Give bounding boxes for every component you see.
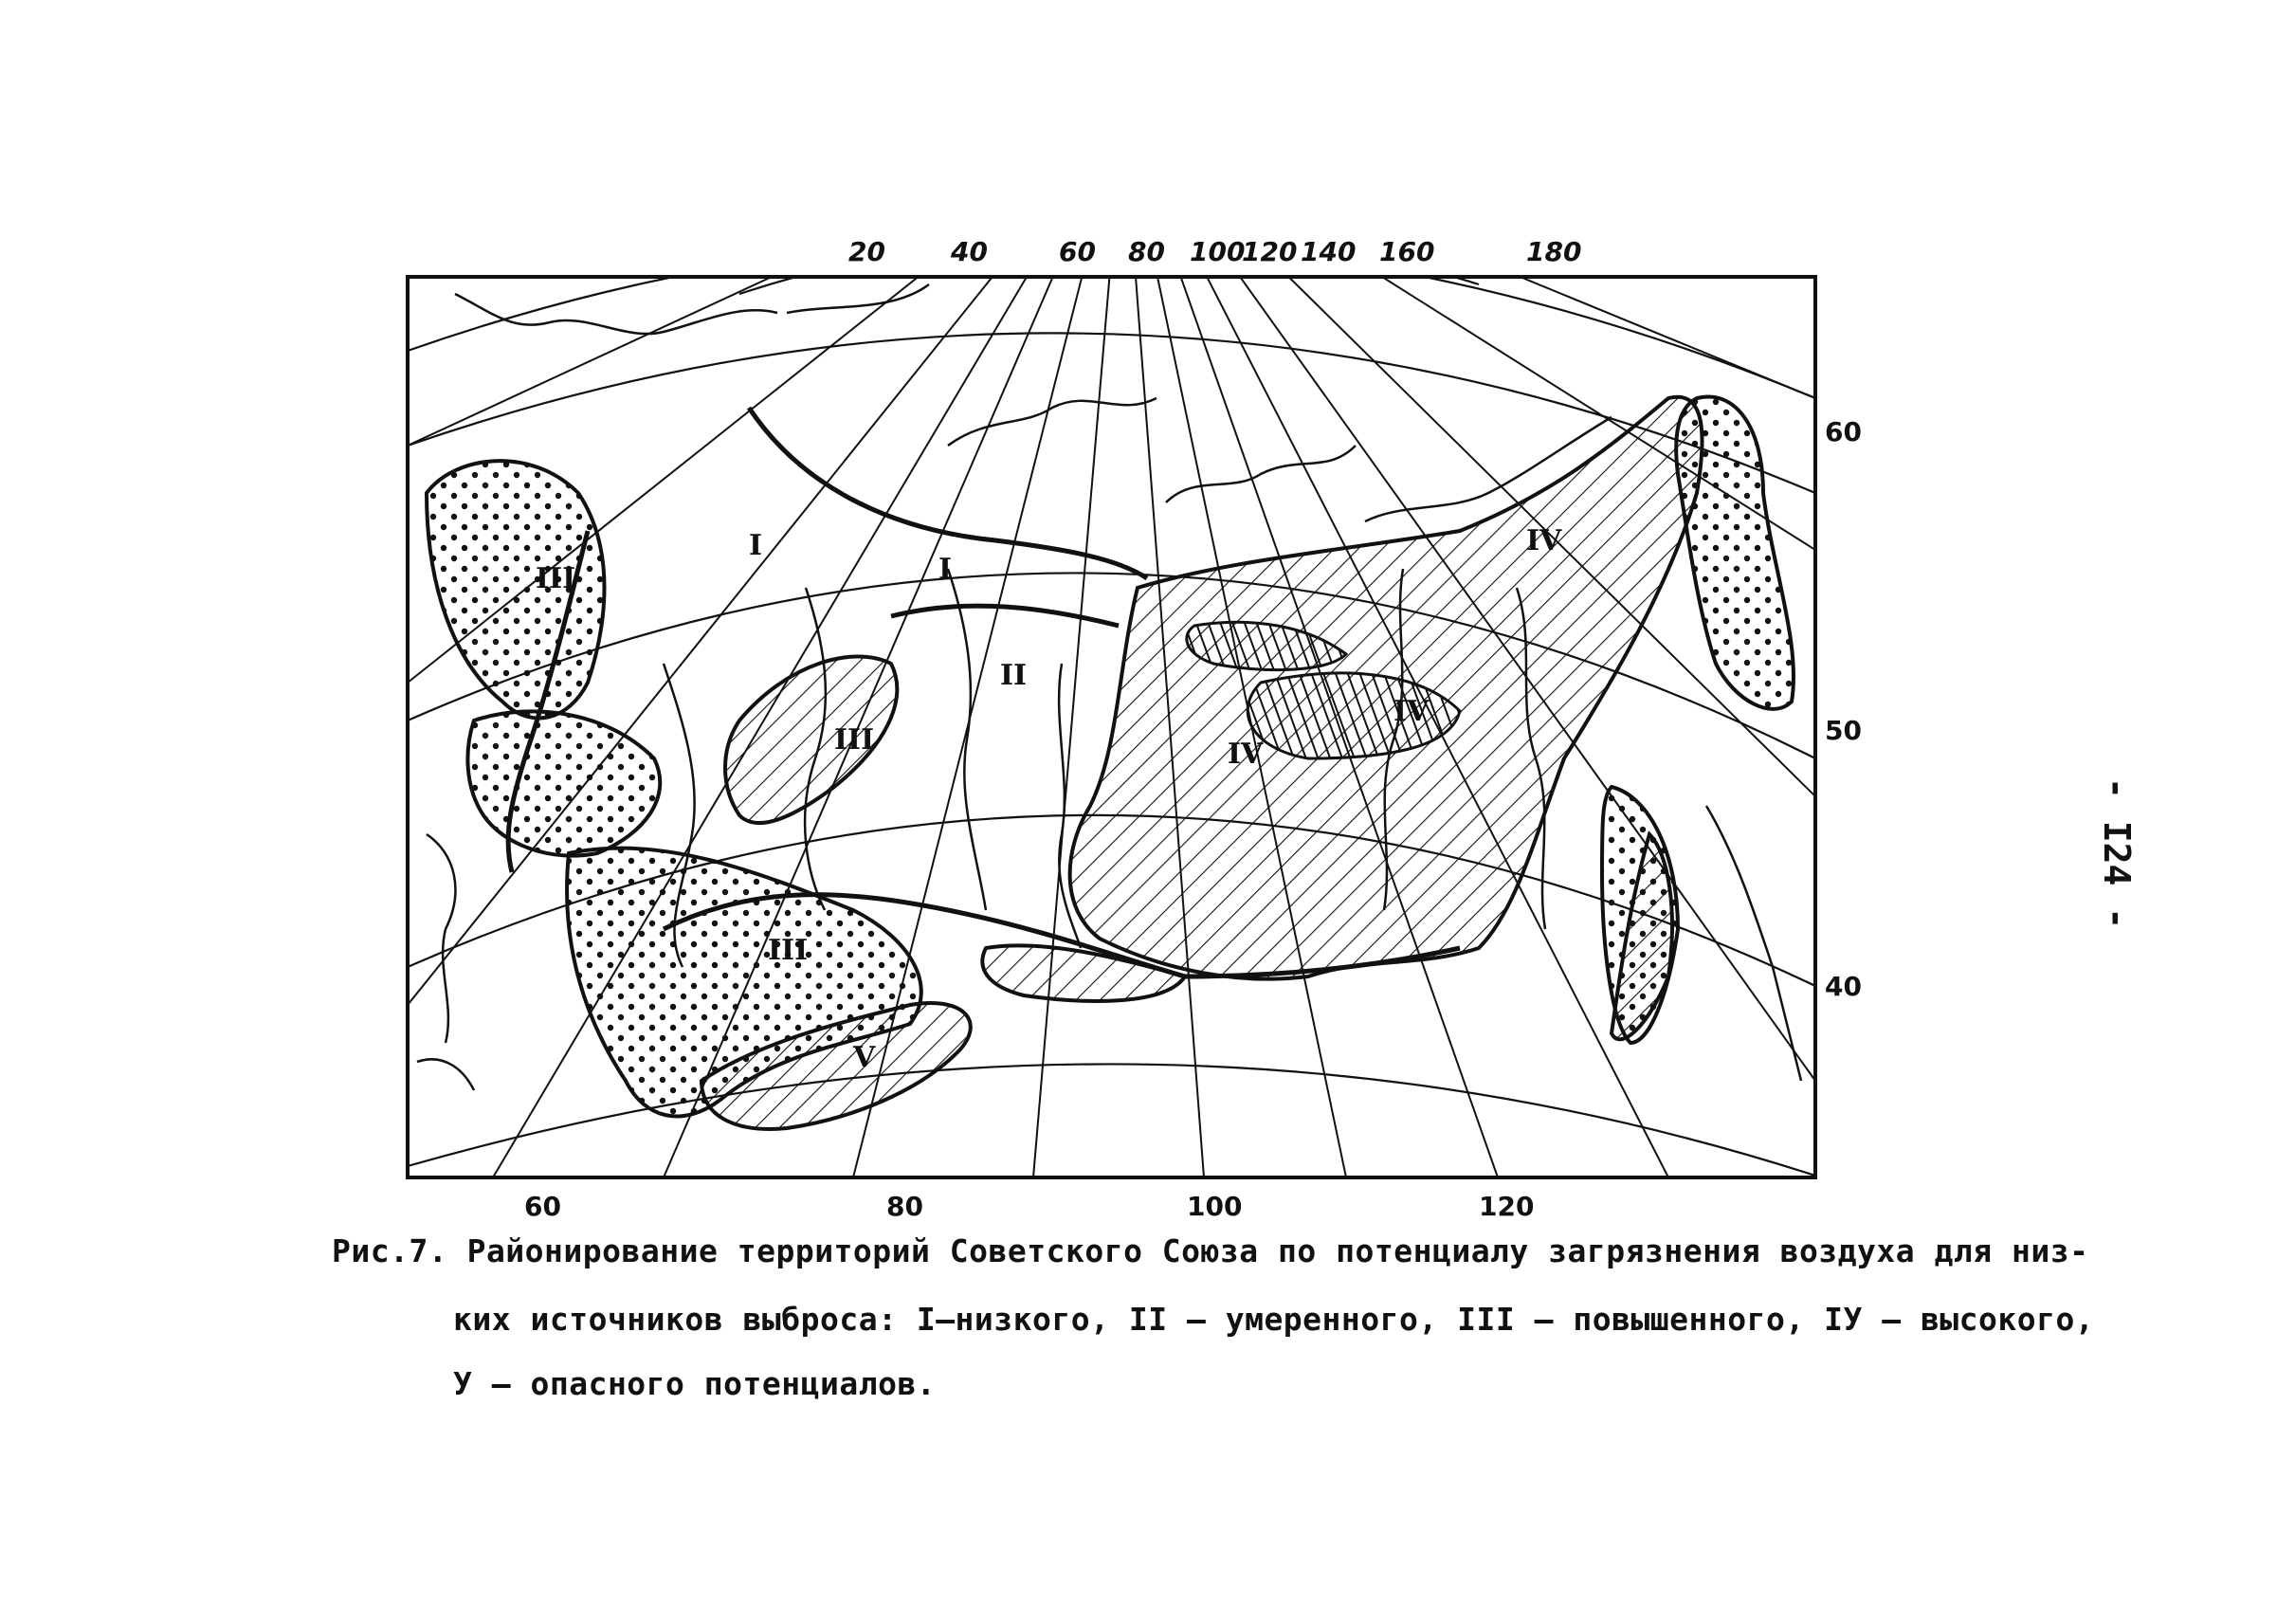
top-longitude-labels xyxy=(848,236,1581,267)
longitude-label-top: 160 xyxy=(1379,236,1435,267)
longitude-label-top: 20 xyxy=(848,236,885,267)
zone-label: V xyxy=(853,1041,876,1074)
bottom-longitude-labels xyxy=(524,1191,1534,1222)
figure-caption-line-3: У – опасного потенциалов. xyxy=(453,1365,937,1402)
longitude-label-top: 120 xyxy=(1242,236,1298,267)
page-number: - I24 - xyxy=(2096,777,2138,930)
figure-caption-line-1: Рис.7. Районирование территорий Советского Союза по потенциалу загрязнения воздуха для низ- xyxy=(332,1232,2089,1269)
zone-label: III xyxy=(834,723,875,757)
zone-label: IV xyxy=(1393,695,1430,728)
longitude-label-top: 80 xyxy=(1128,236,1165,267)
zone-label: III xyxy=(768,934,809,967)
zone-label: I xyxy=(938,553,953,586)
longitude-label-bottom: 60 xyxy=(524,1191,561,1222)
zone-label: IV xyxy=(1526,524,1562,557)
zone-label: IV xyxy=(1228,738,1264,771)
figure-caption-line-2: ких источников выброса: I–низкого, II – умеренного, III – повышенного, IУ – высокого, xyxy=(453,1301,2095,1338)
zone-label: I xyxy=(749,529,763,562)
latitude-label: 60 xyxy=(1825,416,1862,447)
longitude-label-top: 100 xyxy=(1190,236,1246,267)
longitude-label-bottom: 80 xyxy=(886,1191,923,1222)
longitude-label-top: 60 xyxy=(1059,236,1096,267)
zone-label: II xyxy=(1000,659,1028,692)
longitude-label-top: 180 xyxy=(1526,236,1582,267)
longitude-label-top: 140 xyxy=(1301,236,1357,267)
zone-label: III xyxy=(536,562,576,595)
latitude-label: 50 xyxy=(1825,715,1862,746)
latitude-label: 40 xyxy=(1825,971,1862,1002)
longitude-label-bottom: 100 xyxy=(1187,1191,1243,1222)
right-latitude-labels xyxy=(1825,416,1862,1002)
longitude-label-top: 40 xyxy=(951,236,988,267)
longitude-label-bottom: 120 xyxy=(1479,1191,1535,1222)
